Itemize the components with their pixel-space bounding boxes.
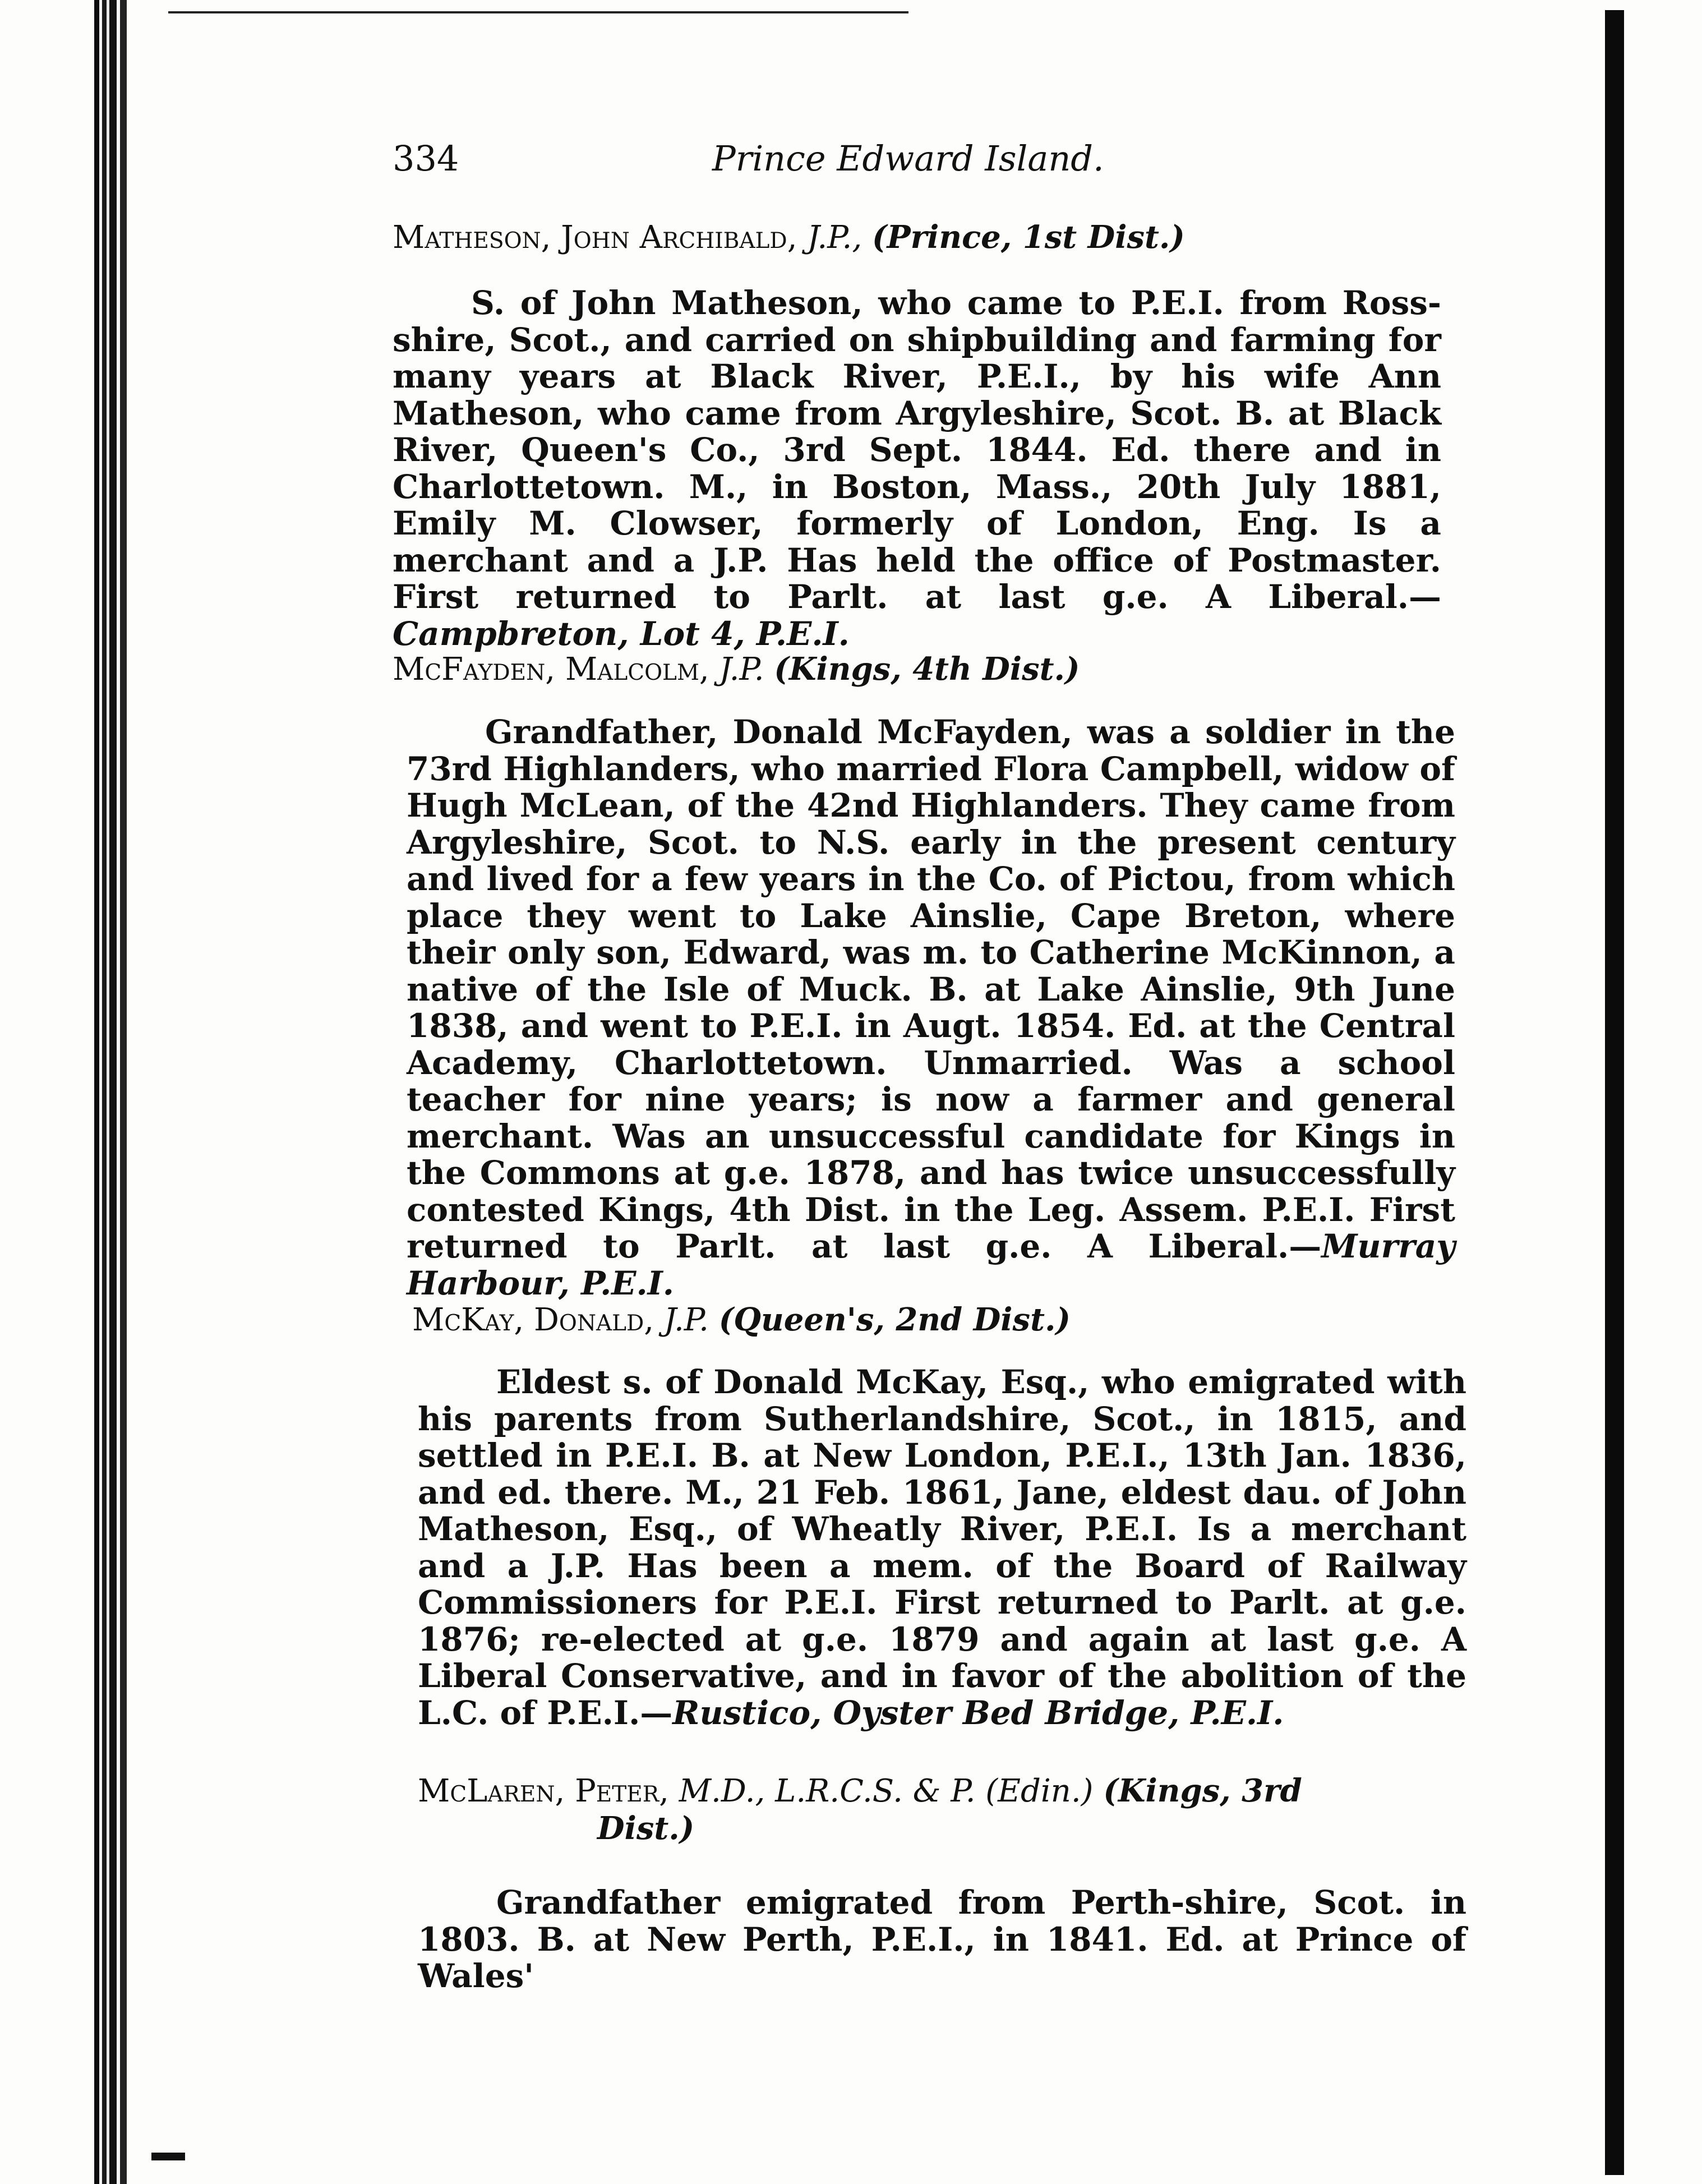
entry-district: (Kings, 3rd — [1103, 1772, 1302, 1809]
binding-edge — [94, 0, 133, 2184]
entry-biography: Grandfather emigrated from Perth-shire, Scot. in 1803. B. at New Perth, P.E.I., in 1841. Ed. at Prince of Wales' — [418, 1883, 1466, 1995]
entry-biography: Eldest s. of Donald McKay, Esq., who emigrated with his parents from Sutherlandshire, Scot., in 1815, and settled in P.E.I. B. at New London, P.E.I., 13th Jan. 1836, and ed. there. M., 21 Feb. 1861, Jane, eldest dau. of John Matheson, Esq., of Wheatly River, P.E.I. Is a merchant and a J.P. Has been a mem. of the Board of Railway Commissioners for P.E.I. First returned to Parlt. at g.e. 1876; re-elected at g.e. 1879 and again at last g.e. A Liberal Conservative, and in favor of the abolition of the L.C. of P.E.I.—Rustico, Oyster Bed Bridge, P.E.I. — [418, 1363, 1466, 1732]
entry-name: Matheson, John Archibald, — [393, 219, 797, 256]
entry-district: (Queen's, 2nd Dist.) — [718, 1301, 1071, 1338]
entry-titles: M.D., L.R.C.S. & P. (Edin.) — [679, 1773, 1094, 1809]
entry-name: McKay, Donald, — [412, 1302, 654, 1338]
running-title: Prince Edward Island. — [712, 138, 1104, 179]
page-header — [393, 138, 1441, 183]
entry-district: (Kings, 4th Dist.) — [774, 651, 1080, 688]
entry-district-continued: Dist.) — [597, 1810, 695, 1847]
entry-name: McFayden, Malcolm, — [393, 651, 709, 688]
page-number: 334 — [393, 138, 459, 179]
top-rule — [168, 11, 908, 13]
page-edge-shadow — [1605, 10, 1624, 2175]
entry-name: McLaren, Peter, — [418, 1773, 669, 1809]
entry-heading — [393, 219, 1447, 256]
corner-mark — [151, 2153, 185, 2160]
entry-heading — [418, 1772, 1472, 1847]
entry-biography: Grandfather, Donald McFayden, was a soldier in the 73rd Highlanders, who married Flora Campbell, widow of Hugh McLean, of the 42nd Highlanders. They came from Argyleshire, Scot. to N.S. early in the present century and lived for a few years in the Co. of Pictou, from which place they went to Lake Ainslie, Cape Breton, where their only son, Edward, was m. to Catherine McKinnon, a native of the Isle of Muck. B. at Lake Ainslie, 9th June 1838, and went to P.E.I. in Augt. 1854. Ed. at the Central Academy, Charlottetown. Unmarried. Was a school teacher for nine years; is now a farmer and general merchant. Was an unsuccessful candidate for Kings in the Commons at g.e. 1878, and has twice unsuccessfully contested Kings, 4th Dist. in the Leg. Assem. P.E.I. First returned to Parlt. at last g.e. A Liberal.—Murray Harbour, P.E.I. — [407, 713, 1455, 1302]
entry-titles: J.P. — [663, 1302, 709, 1338]
entry-biography: S. of John Matheson, who came to P.E.I. from Ross-shire, Scot., and carried on shipbuilding and farming for many years at Black River, P.E.I., by his wife Ann Matheson, who came from Argyleshire, Scot. B. at Black River, Queen's Co., 3rd Sept. 1844. Ed. there and in Charlottetown. M., in Boston, Mass., 20th July 1881, Emily M. Clowser, formerly of London, Eng. Is a merchant and a J.P. Has held the office of Postmaster. First returned to Parlt. at last g.e. A Liberal.—Campbreton, Lot 4, P.E.I. — [393, 284, 1441, 653]
entry-heading — [412, 1301, 1466, 1339]
entry-heading — [393, 651, 1447, 688]
entry-address: Campbreton, Lot 4, P.E.I. — [393, 614, 850, 653]
entry-titles: J.P. — [719, 651, 764, 688]
entry-address: Rustico, Oyster Bed Bridge, P.E.I. — [672, 1693, 1284, 1732]
entry-district: (Prince, 1st Dist.) — [871, 219, 1185, 256]
entry-titles: J.P., — [807, 219, 862, 256]
entry-address: Murray Harbour, P.E.I. — [407, 1227, 1455, 1302]
